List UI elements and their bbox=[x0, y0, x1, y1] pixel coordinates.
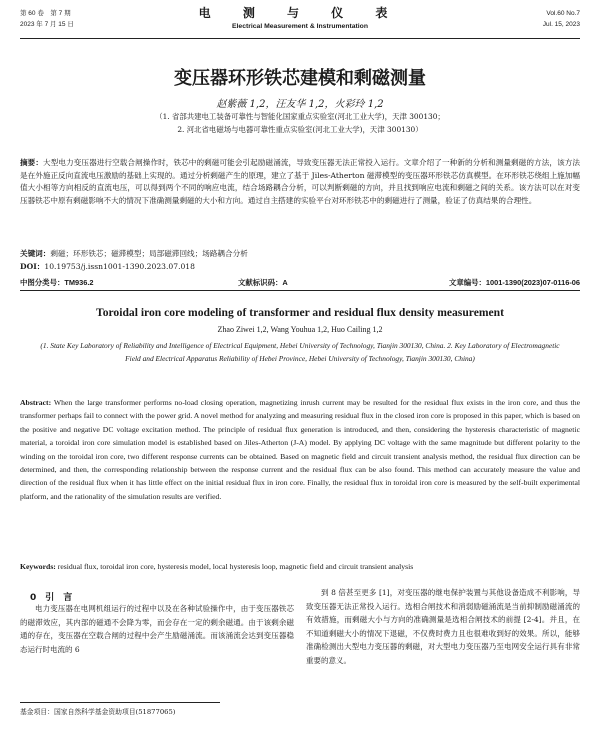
date-cn: 2023 年 7 月 15 日 bbox=[20, 21, 74, 28]
keywords-en-text: residual flux, toroidal iron core, hysteresis model, local hysteresis loop, magnetic field and circuit transient analysis bbox=[57, 562, 414, 571]
paper-title-en: Toroidal iron core modeling of transformer and residual flux density measurement bbox=[96, 306, 504, 319]
abstract-cn-label: 摘要： bbox=[20, 158, 44, 167]
affiliation-en: (1. State Key Laboratory of Reliability and Intelligence of Electrical Equipment, Hebei University of Technology, Tianjin 300130, China. 2. Key Laboratory of Electromagnetic Field and Electrical Apparatus Reliability of Hebei Province, Hebei University of Technology, Tianjin 300130, China) bbox=[40, 341, 560, 363]
header-right bbox=[543, 8, 580, 30]
affiliation-cn-2: 2. 河北省电磁场与电器可靠性重点实验室(河北工业大学)，天津 300130） bbox=[177, 125, 423, 134]
running-header bbox=[20, 6, 580, 39]
abstract-cn bbox=[20, 157, 580, 207]
keywords-cn-label: 关键词： bbox=[20, 249, 51, 258]
volume-cn: 第 60 卷 第 7 期 bbox=[20, 10, 71, 17]
abstract-cn-text: 大型电力变压器进行空载合闸操作时，铁芯中的剩磁可能会引起励磁涌流，导致变压器无法正常投入运行。文章介绍了一种新的分析和测量剩磁的方法，该方法是在外施正反向直流电压激励的基础上实现的。通过分析剩磁产生的原理，建立了基于 Jiles-Atherton 磁滞模型的变压器环形铁芯仿真模型。在环形铁芯绕组上施加幅值大小相等方向相反的直流电压，可以得到两个不同的响应电流，结合场路耦合分析，可以判断剩磁的方向，并且找到响应电流和剩磁之间的关系。该方法可以在对变压器铁芯中原有剩磁影响不大的情况下准确测量剩磁的大小和方向。通过自主搭建的实验平台对环形铁芯中的剩磁进行了测量，验证了仿真结果的合理性。 bbox=[20, 158, 581, 205]
keywords-en-label: Keywords: bbox=[20, 562, 56, 571]
doi-cn bbox=[20, 261, 580, 273]
keywords-cn-text: 剩磁；环形铁芯；磁滞模型；局部磁滞回线；场路耦合分析 bbox=[50, 249, 248, 258]
funding-footnote: 基金项目：国家自然科学基金资助项目(51877065) bbox=[20, 702, 220, 716]
keywords-cn bbox=[20, 248, 580, 260]
keywords-en bbox=[20, 560, 580, 573]
article-number: 文章编号：1001-1390(2023)07-0116-06 bbox=[448, 278, 580, 287]
abstract-en-label: Abstract: bbox=[20, 398, 52, 407]
doi-cn-label: DOI： bbox=[20, 262, 45, 271]
journal-name-en: Electrical Measurement & Instrumentation bbox=[232, 23, 368, 30]
volume-en: Vol.60 No.7 bbox=[546, 10, 580, 17]
document-code: 文献标识码：A bbox=[238, 278, 288, 287]
affiliation-cn-1: （1. 省部共建电工装备可靠性与智能化国家重点实验室(河北工业大学)，天津 300130； bbox=[155, 112, 445, 121]
abstract-en-text: When the large transformer performs no-load closing operation, magnetizing inrush current may be resulted for the residual flux exists in the iron core, and thus the transformer perhaps fail to connect with the power grid. A novel method for analyzing and measuring residual flux in the closed iron core is proposed in this paper, which is based on the positive and negative DC voltage excitation method. The principle of residual flux generation is introduced, and then, considering the hysteresis characteristic of magnetic material, a toroidal iron core simulation model is established based on Jiles-Atherton (J-A) model. By applying DC voltage with the same magnitude but different polarity to the winding on the toroidal iron core, two different response currents can be obtained. Based on magnetic field and circuit transient analysis method, the residual flux direction can be determined, and then, the corresponding relationship between the response current and the residual flux can be also found. This method can accurately measure the value and direction of the residual flux when it has little effect on the initial residual flux in iron core. Finally, the residual flux in toroidal iron core is measured by the self-built experimental platform, and the rationality of the simulation results are verified. bbox=[20, 398, 580, 501]
header-center bbox=[20, 6, 580, 32]
date-en: Jul. 15, 2023 bbox=[542, 21, 580, 28]
paper-title-cn: 变压器环形铁芯建模和剩磁测量 bbox=[174, 68, 426, 89]
abstract-en bbox=[20, 396, 580, 503]
doi-cn-text: 10.19753/j.issn1001-1390.2023.07.018 bbox=[44, 262, 195, 271]
clc-number: 中图分类号：TM936.2 bbox=[20, 278, 94, 287]
classification-row bbox=[20, 276, 580, 291]
authors-en: Zhao Ziwei 1,2, Wang Youhua 1,2, Huo Cailing 1,2 bbox=[217, 325, 383, 334]
authors-cn: 赵紫薇 1,2，汪友华 1,2，火彩玲 1,2 bbox=[216, 99, 384, 110]
body-column-right: 到 8 倍甚至更多 [1]，对变压器的继电保护装置与其他设备造成不利影响，导致变压器无法正常投入运行。选相合闸技术和消弱励磁涌流是当前抑制励磁涌流的有效措施，而剩磁大小与方向的准确测量是选相合闸技术的前提 [2-4]。并且，在不知道剩磁大小的情况下退磁，不仅费时费力且也很难收到好的效果。所以，能够准确检测出大型电力变压器的剩磁，对大型电力变压器乃至电网安全运行具有非常重要的意义。 bbox=[306, 588, 580, 665]
body-column-left: 电力变压器在电网机组运行的过程中以及在各种试验操作中，由于变压器铁芯的磁滞效应，其内部的磁通不会降为零，而会存在一定的剩余磁通。由于该剩余磁通的存在，变压器在空载合闸的过程中会产生励磁涌流。而该涌流会达到变压器稳态运行时电流的 6 bbox=[20, 604, 294, 654]
journal-name-cn: 电 测 与 仪 表 bbox=[198, 6, 402, 20]
section-heading-introduction: 0 引 言 bbox=[30, 593, 73, 603]
